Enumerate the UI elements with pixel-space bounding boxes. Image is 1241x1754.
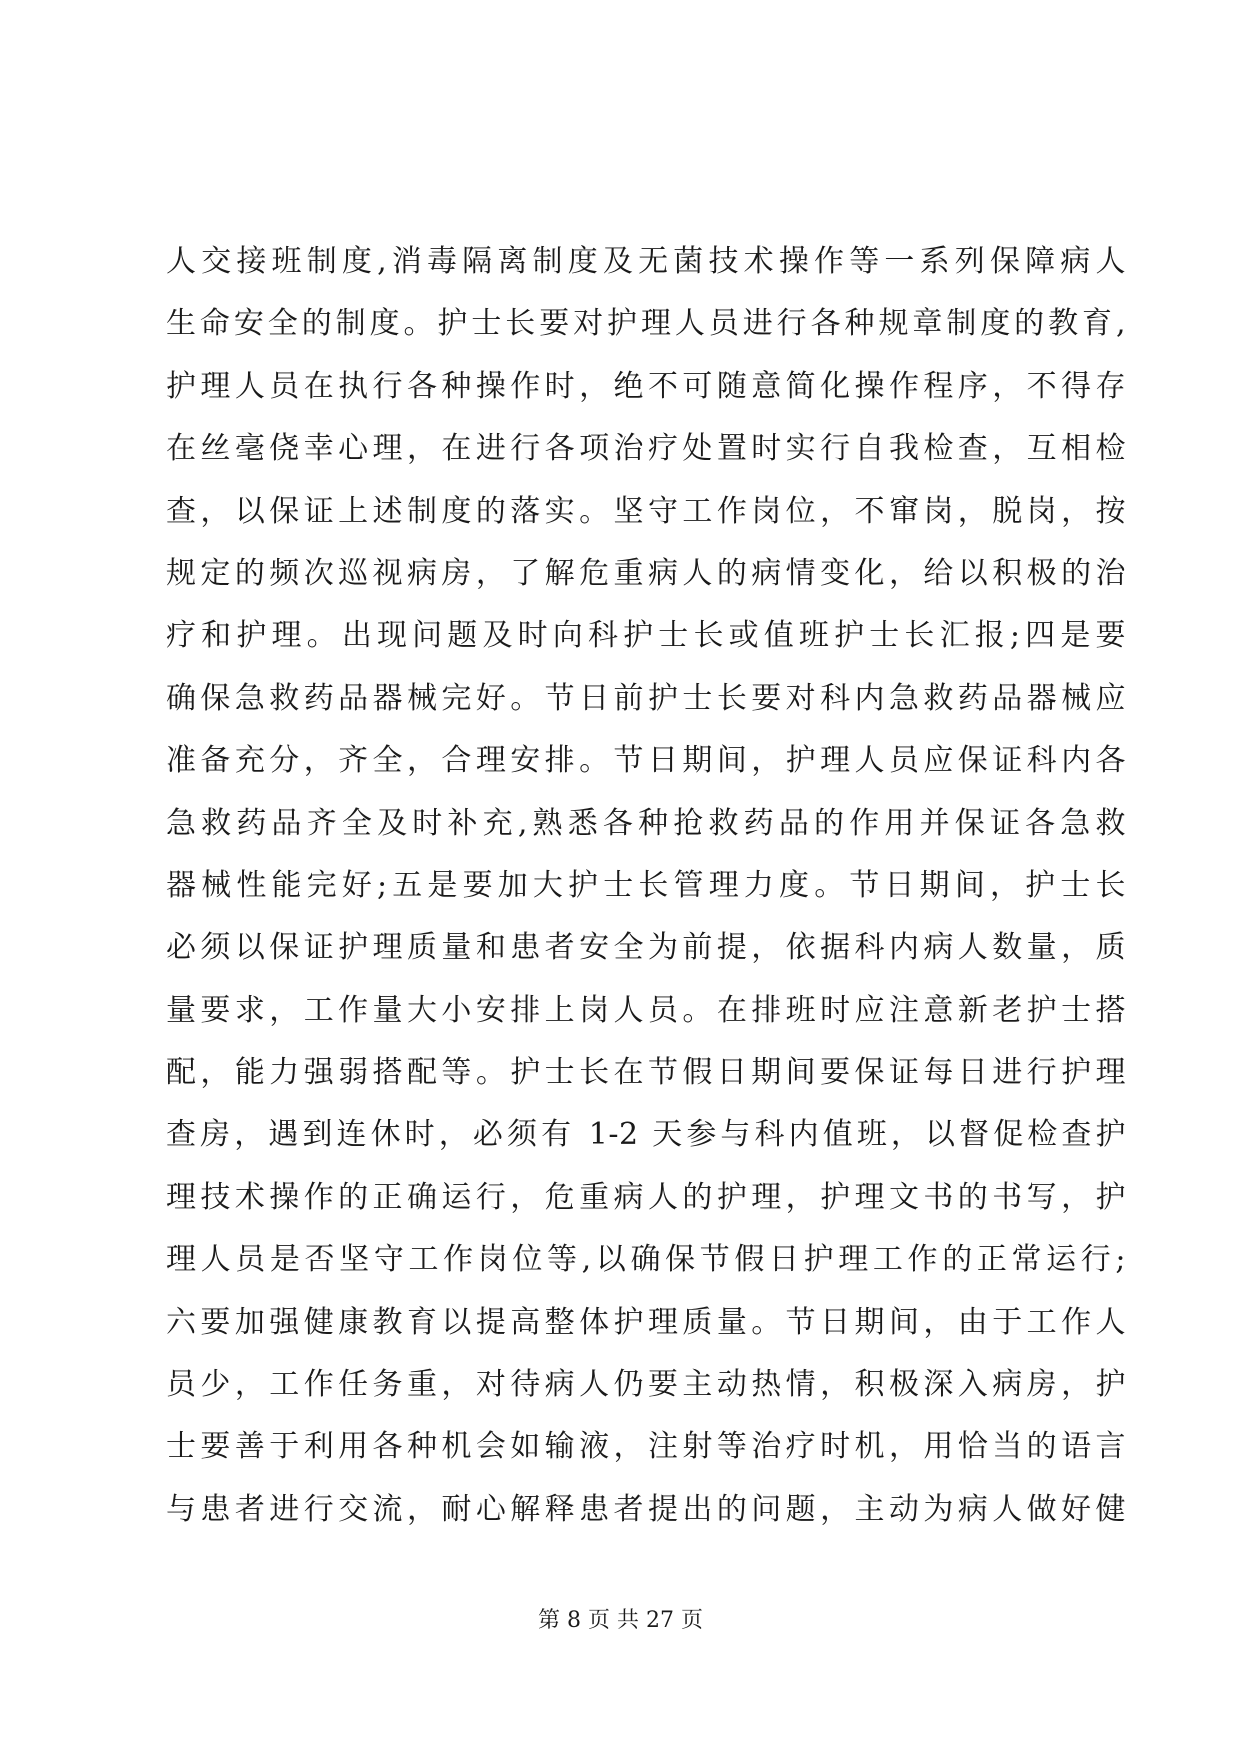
text-line: 疗和护理。出现问题及时向科护士长或值班护士长汇报;四是要 bbox=[166, 618, 1126, 654]
text-line: 人交接班制度,消毒隔离制度及无菌技术操作等一系列保障病人 bbox=[166, 244, 1126, 279]
text-line: 与患者进行交流，耐心解释患者提出的问题，主动为病人做好健 bbox=[166, 1491, 1126, 1527]
page-footer: 第 8 页 共 27 页 bbox=[538, 1608, 703, 1633]
text-line: 准备充分，齐全，合理安排。节日期间，护理人员应保证科内各 bbox=[166, 743, 1126, 779]
text-line: 护理人员在执行各种操作时，绝不可随意简化操作程序，不得存 bbox=[166, 368, 1126, 404]
text-line: 查房，遇到连休时，必须有 1-2 天参与科内值班，以督促检查护 bbox=[166, 1117, 1126, 1153]
text-line: 员少，工作任务重，对待病人仍要主动热情，积极深入病房，护 bbox=[166, 1367, 1126, 1403]
text-line: 急救药品齐全及时补充,熟悉各种抢救药品的作用并保证各急救 bbox=[166, 805, 1126, 841]
text-line: 理技术操作的正确运行，危重病人的护理，护理文书的书写，护 bbox=[166, 1179, 1126, 1215]
text-line: 配，能力强弱搭配等。护士长在节假日期间要保证每日进行护理 bbox=[166, 1055, 1126, 1091]
text-line: 必须以保证护理质量和患者安全为前提，依据科内病人数量，质 bbox=[166, 930, 1126, 966]
text-line: 规定的频次巡视病房，了解危重病人的病情变化，给以积极的治 bbox=[166, 555, 1126, 591]
text-line: 查，以保证上述制度的落实。坚守工作岗位，不窜岗，脱岗，按 bbox=[166, 493, 1126, 529]
text-line: 器械性能完好;五是要加大护士长管理力度。节日期间，护士长 bbox=[166, 867, 1126, 903]
text-line: 在丝毫侥幸心理，在进行各项治疗处置时实行自我检查，互相检 bbox=[166, 431, 1126, 467]
text-line: 生命安全的制度。护士长要对护理人员进行各种规章制度的教育, bbox=[166, 306, 1126, 342]
text-line: 理人员是否坚守工作岗位等,以确保节假日护理工作的正常运行; bbox=[166, 1242, 1126, 1278]
text-line: 士要善于利用各种机会如输液，注射等治疗时机，用恰当的语言 bbox=[166, 1429, 1126, 1465]
body-text bbox=[166, 231, 1126, 1541]
text-line: 量要求，工作量大小安排上岗人员。在排班时应注意新老护士搭 bbox=[166, 992, 1126, 1028]
text-line: 确保急救药品器械完好。节日前护士长要对科内急救药品器械应 bbox=[166, 680, 1126, 716]
text-line: 六要加强健康教育以提高整体护理质量。节日期间，由于工作人 bbox=[166, 1304, 1126, 1340]
